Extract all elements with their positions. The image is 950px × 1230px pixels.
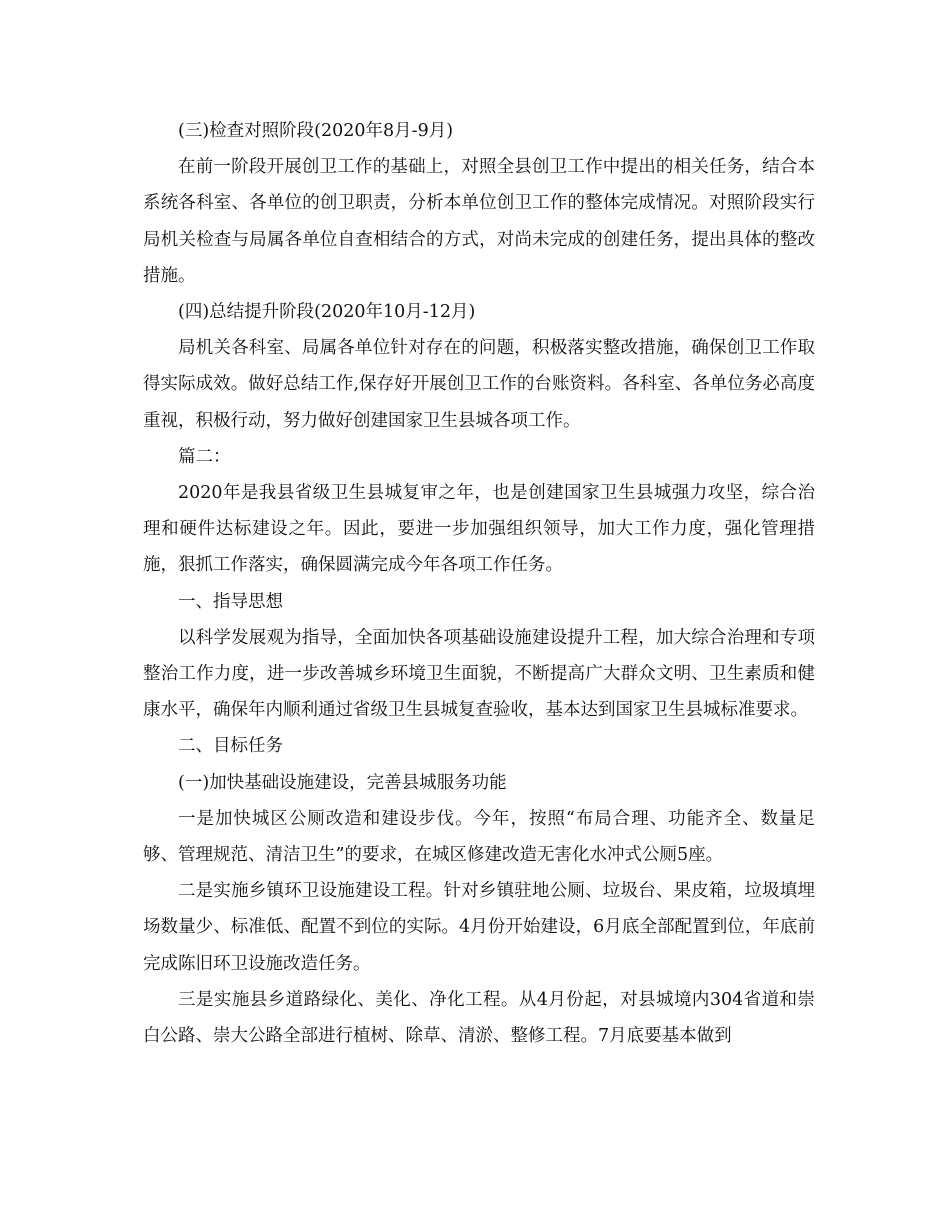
part-heading: 篇二： (178, 446, 231, 467)
paragraph: 二是实施乡镇环卫设施建设工程。针对乡镇驻地公厕、垃圾台、果皮箱，垃圾填埋场数量少、标准低、配置不到位的实际。4月份开始建设，6月底全部配置到位，年底前完成陈旧环卫设施改造任务。 (143, 881, 815, 974)
section-heading-guiding-ideology: 一、指导思想 (178, 591, 283, 612)
paragraph: 局机关各科室、局属各单位针对存在的问题，积极落实整改措施，确保创卫工作取得实际成效。做好总结工作,保存好开展创卫工作的台账资料。各科室、各单位务必高度重视，积极行动，努力做好创建国家卫生县城各项工作。 (143, 338, 815, 431)
section-heading-inspection-stage: (三)检查对照阶段(2020年8月-9月) (178, 121, 454, 141)
subsection-heading-infrastructure: (一)加快基础设施建设，完善县城服务功能 (178, 772, 507, 793)
paragraph: 以科学发展观为指导，全面加快各项基础设施建设提升工程，加大综合治理和专项整治工作力度，进一步改善城乡环境卫生面貌，不断提高广大群众文明、卫生素质和健康水平，确保年内顺利通过省级卫生县城复查验收，基本达到国家卫生县城标准要求。 (143, 627, 815, 721)
section-heading-summary-stage: (四)总结提升阶段(2020年10月-12月) (178, 302, 476, 323)
section-heading-objectives: 二、目标任务 (178, 736, 283, 757)
paragraph: 三是实施县乡道路绿化、美化、净化工程。从4月份起，对县城境内304省道和崇白公路、崇大公路全部进行植树、除草、清淤、整修工程。7月底要基本做到 (143, 989, 815, 1047)
paragraph: 一是加快城区公厕改造和建设步伐。今年，按照“布局合理、功能齐全、数量足够、管理规范、清洁卫生”的要求，在城区修建改造无害化水冲式公厕5座。 (143, 808, 815, 866)
paragraph: 2020年是我县省级卫生县城复审之年，也是创建国家卫生县城强力攻坚，综合治理和硬件达标建设之年。因此，要进一步加强组织领导，加大工作力度，强化管理措施，狠抓工作落实，确保圆满完成今年各项工作任务。 (143, 483, 815, 576)
paragraph: 在前一阶段开展创卫工作的基础上，对照全县创卫工作中提出的相关任务，结合本系统各科室、各单位的创卫职责，分析本单位创卫工作的整体完成情况。对照阶段实行局机关检查与局属各单位自查相结合的方式，对尚未完成的创建任务，提出具体的整改措施。 (143, 157, 815, 286)
document-body (143, 113, 815, 1054)
